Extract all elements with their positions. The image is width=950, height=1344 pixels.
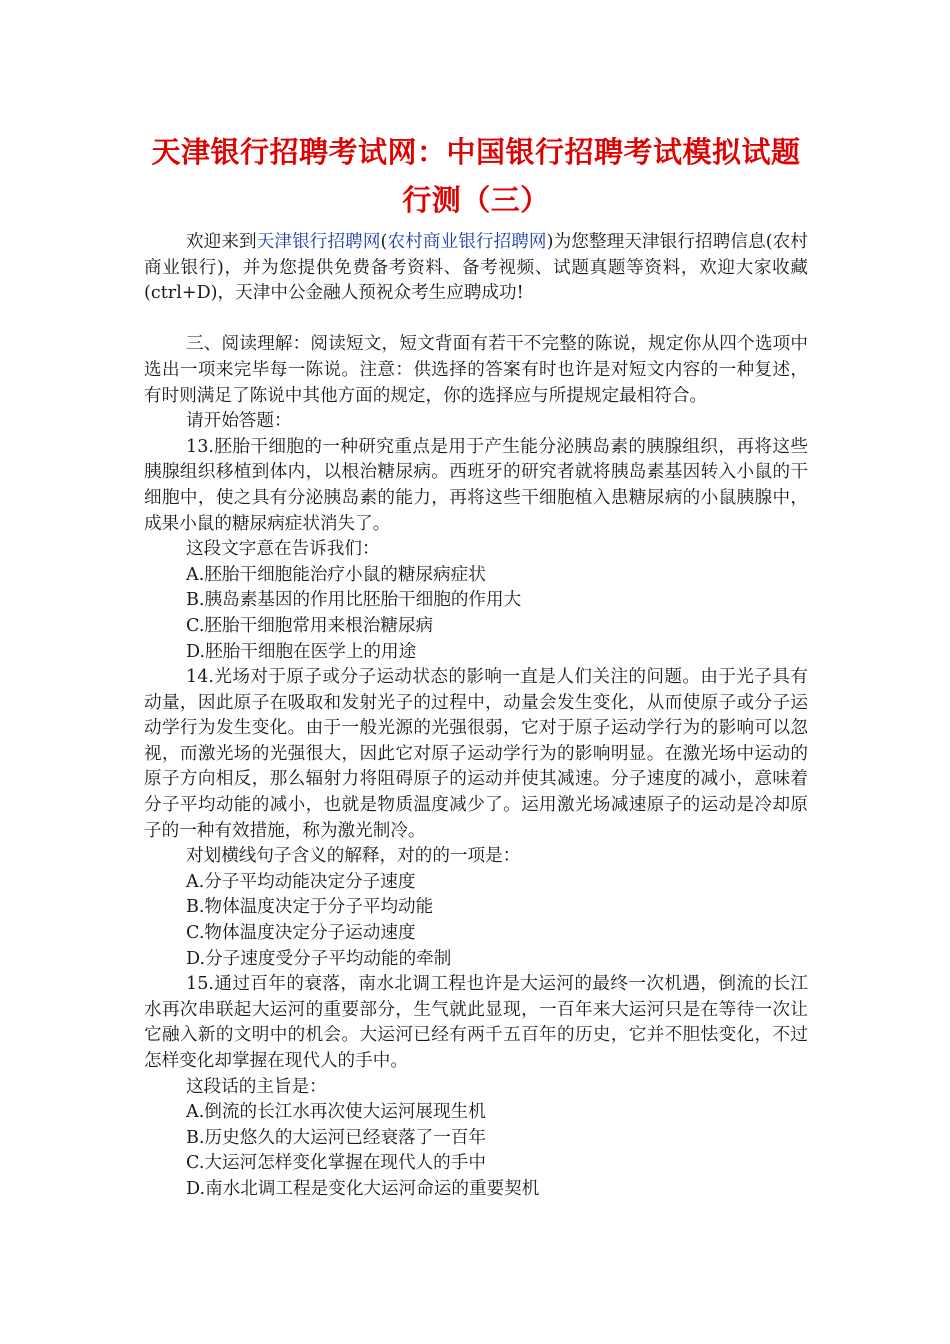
question-14-option-d: D.分子速度受分子平均动能的牵制: [186, 948, 452, 969]
document-page: [144, 128, 808, 1203]
question-14-option-a: A.分子平均动能决定分子速度: [186, 871, 416, 892]
question-15-option-c: C.大运河怎样变化掌握在现代人的手中: [186, 1153, 486, 1174]
rural-bank-recruit-link[interactable]: 农村商业银行招聘网: [387, 232, 547, 252]
section-instructions: 三、阅读理解：阅读短文，短文背面有若干不完整的陈说，规定你从四个选项中选出一项来完毕每一陈说。注意：供选择的答案有时也许是对短文内容的一种复述，有时则满足了陈说中其他方面的规定，你的选择应与所提规定最相符合。: [144, 334, 808, 406]
question-15-option-d: D.南水北调工程是变化大运河命运的重要契机: [186, 1178, 540, 1199]
question-13-passage: 13.胚胎干细胞的一种研究重点是用于产生能分泌胰岛素的胰腺组织，再将这些胰腺组织移植到体内，以根治糖尿病。西班牙的研究者就将胰岛素基因转入小鼠的干细胞中，使之具有分泌胰岛素的能力，再将这些干细胞植入患糖尿病的小鼠胰腺中，成果小鼠的糖尿病症状消失了。: [144, 436, 808, 534]
question-15-option-a: A.倒流的长江水再次使大运河展现生机: [186, 1102, 486, 1123]
title-line-2: 行测（三）: [402, 183, 550, 217]
document-title: [144, 128, 808, 224]
intro-paren: (: [380, 232, 388, 252]
question-13-stem: 这段文字意在告诉我们：: [186, 539, 380, 560]
question-15-passage: 15.通过百年的衰落，南水北调工程也许是大运河的最终一次机遇，倒流的长江水再次串联起大运河的重要部分，生气就此显现，一百年来大运河只是在等待一次让它融入新的文明中的机会。大运河已经有两千五百年的历史，它并不胆怯变化，不过怎样变化却掌握在现代人的手中。: [144, 974, 808, 1071]
start-prompt: 请开始答题：: [186, 411, 292, 432]
intro-paragraph: [144, 230, 808, 307]
question-14-passage: 14.光场对于原子或分子运动状态的影响一直是人们关注的问题。由于光子具有动量，因此原子在吸取和发射光子的过程中，动量会发生变化，从而使原子或分子运动学行为发生变化。由于一般光源的光强很弱，它对于原子运动学行为的影响可以忽视，而激光场的光强很大，因此它对原子运动学行为的影响明显。在激光场中运动的原子方向相反，那么辐射力将阻碍原子的运动并使其减速。分子速度的减小，意味着分子平均动能的减小，也就是物质温度减少了。运用激光场减速原子的运动是冷却原子的一种有效措施，称为激光制冷。: [144, 667, 808, 841]
question-13-option-c: C.胚胎干细胞常用来根治糖尿病: [186, 615, 434, 636]
question-15-stem: 这段话的主旨是：: [186, 1076, 327, 1097]
question-13-option-a: A.胚胎干细胞能治疗小鼠的糖尿病症状: [186, 564, 486, 585]
tianjin-bank-recruit-link[interactable]: 天津银行招聘网: [256, 232, 381, 252]
intro-rest: )为您整理天津银行招聘信息(农村商业银行)，并为您提供免费备考资料、备考视频、试题真题等资料，欢迎大家收藏(ctrl+D)，天津中公金融人预祝众考生应聘成功!: [144, 232, 808, 304]
intro-prefix: 欢迎来到: [186, 232, 257, 252]
question-15-option-b: B.历史悠久的大运河已经衰落了一百年: [186, 1127, 487, 1148]
paragraph-gap: [144, 307, 808, 333]
title-line-1: 天津银行招聘考试网：中国银行招聘考试模拟试题: [151, 135, 801, 169]
question-13-option-d: D.胚胎干细胞在医学上的用途: [186, 641, 417, 662]
question-14-stem: 对划横线句子含义的解释，对的的一项是：: [186, 846, 521, 867]
question-14-option-c: C.物体温度决定分子运动速度: [186, 923, 416, 944]
question-14-option-b: B.物体温度决定于分子平均动能: [186, 897, 434, 918]
question-13-option-b: B.胰岛素基因的作用比胚胎干细胞的作用大: [186, 590, 522, 611]
